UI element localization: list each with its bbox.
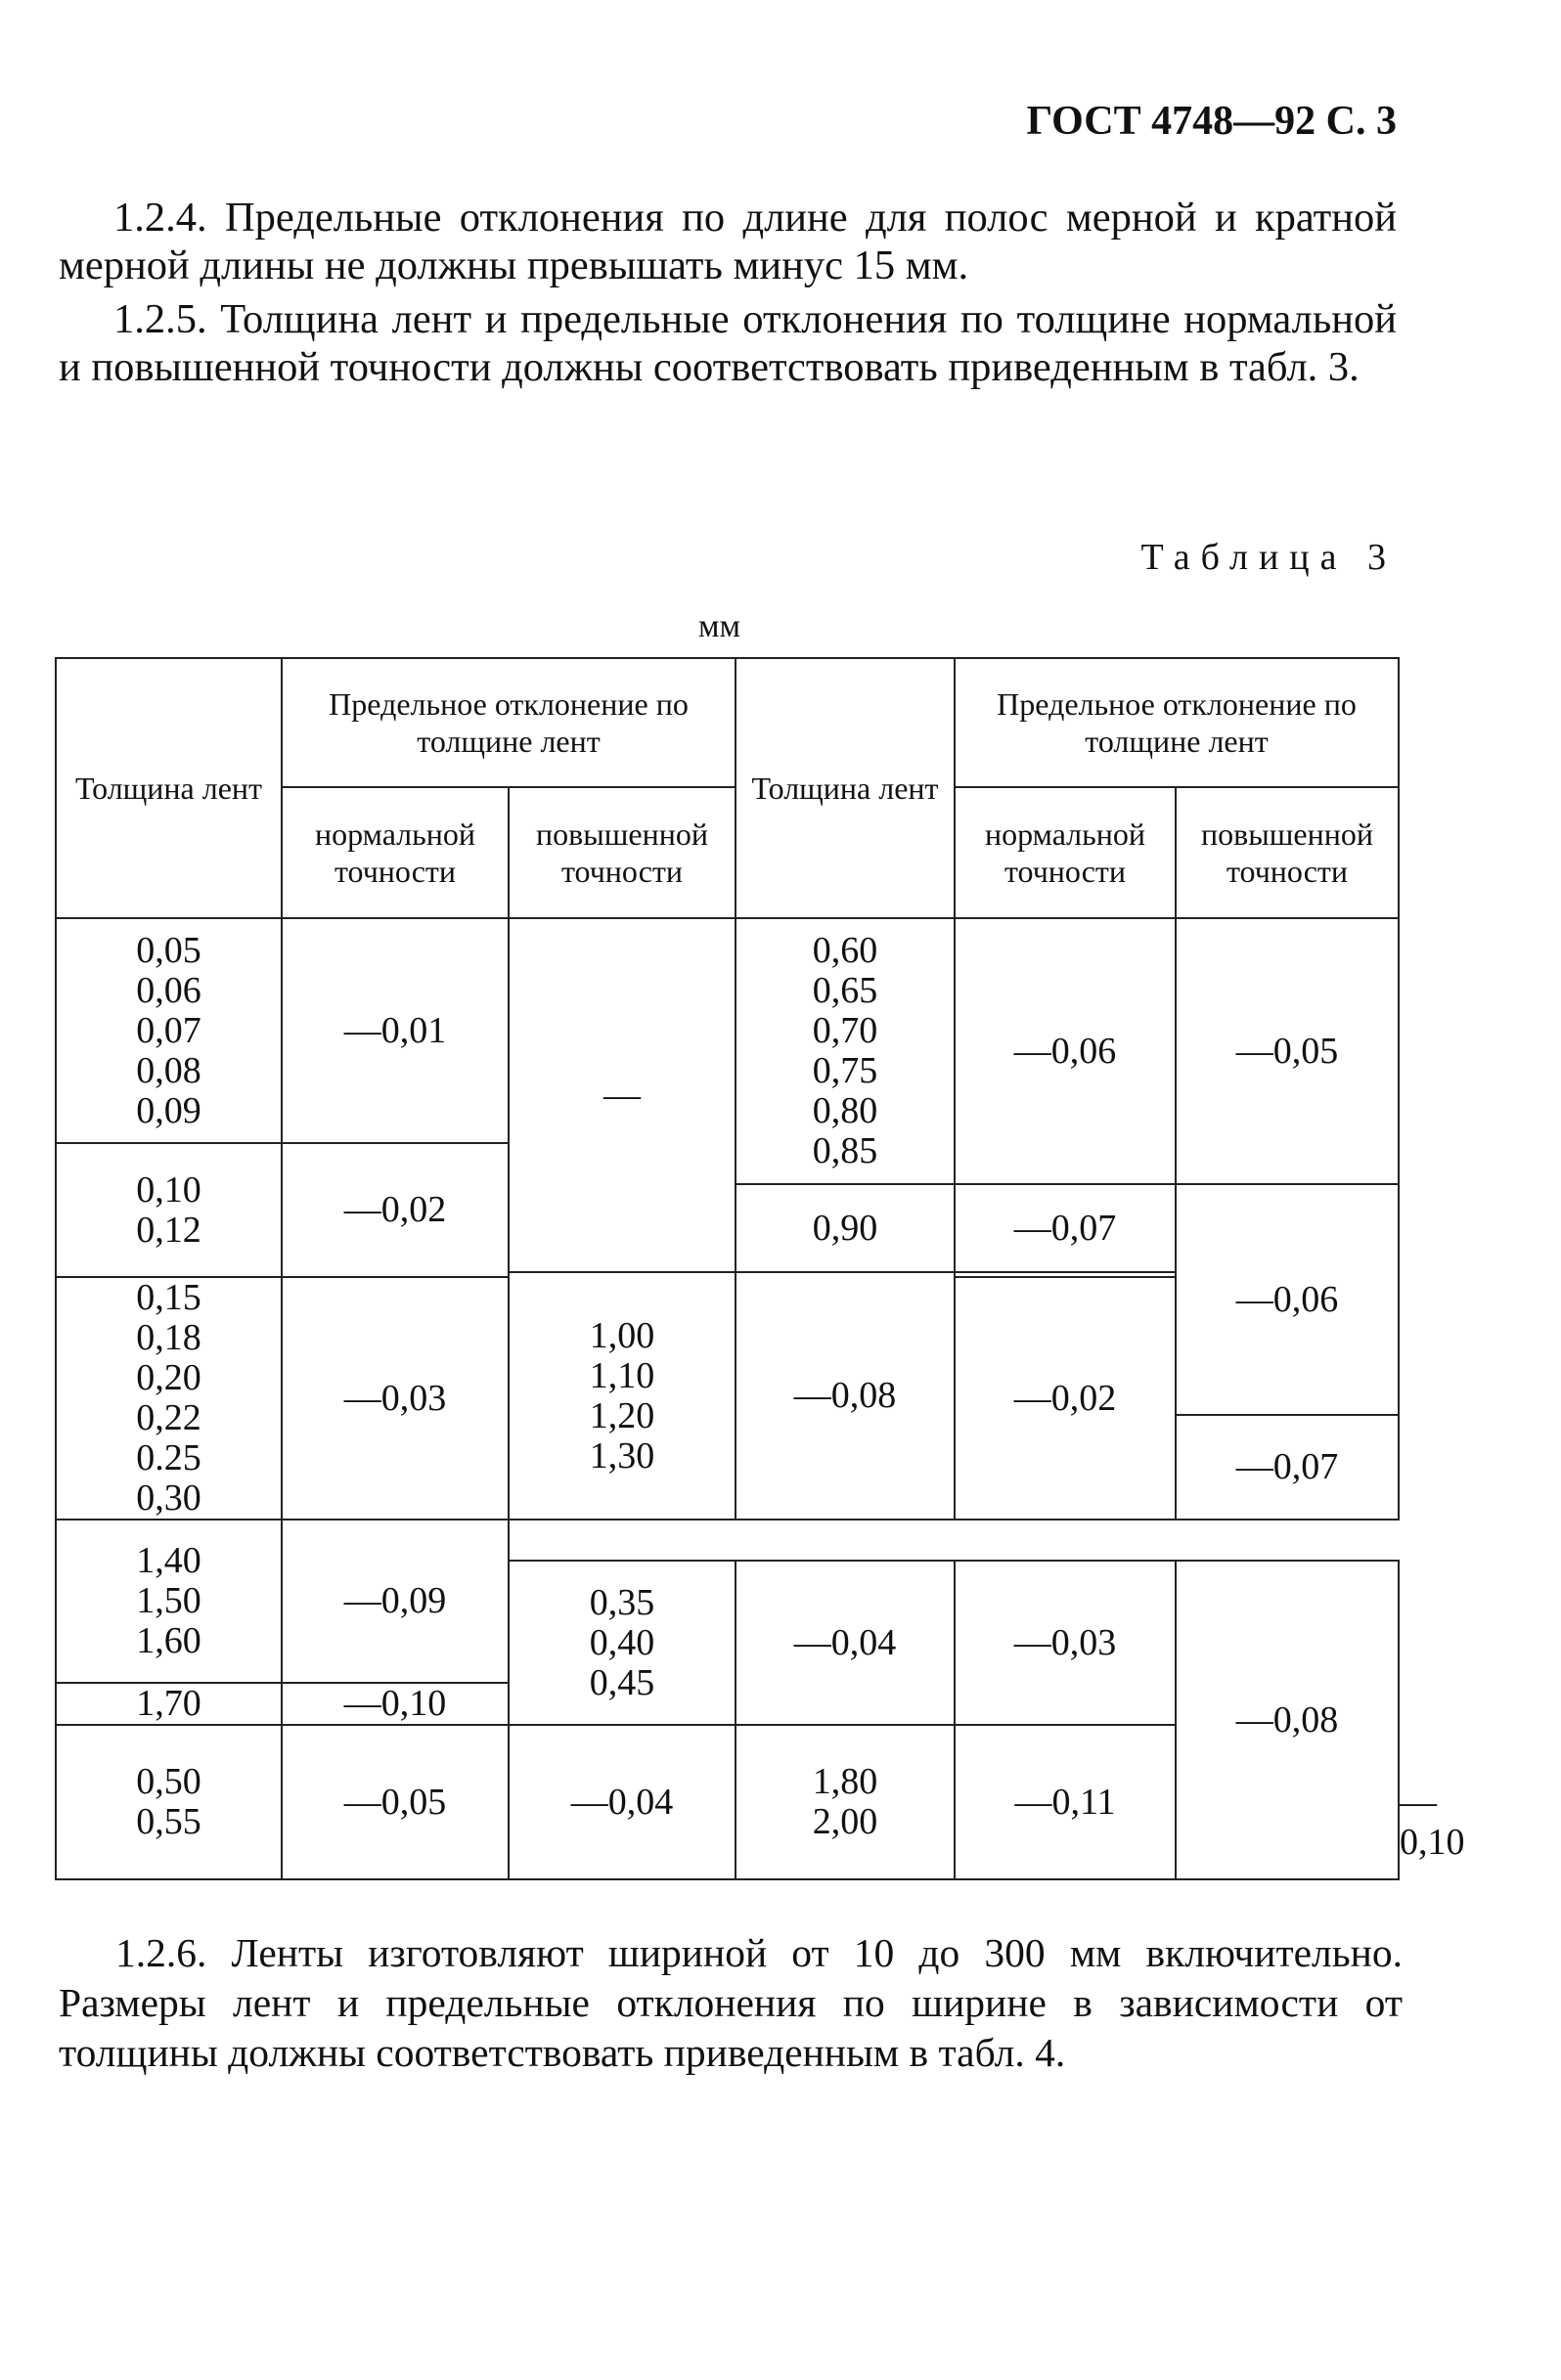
- thickness-cell: 1,80 2,00: [736, 1725, 955, 1879]
- thickness-cell: 1,00 1,10 1,20 1,30: [509, 1272, 736, 1520]
- header-normal: нормальной точности: [282, 787, 509, 918]
- header-normal: нормальной точности: [955, 787, 1176, 918]
- paragraph-1-2-6: [59, 1928, 1403, 2078]
- normal-cell: —0,02: [282, 1143, 509, 1277]
- increased-cell: —0,02: [955, 1277, 1176, 1520]
- paragraph-1-2-4: [59, 194, 1397, 289]
- normal-cell: —0,05: [282, 1725, 509, 1879]
- normal-cell: —0,03: [282, 1277, 509, 1520]
- paragraph-text: 1.2.6. Ленты изготовляют шириной от 10 до 300 мм включительно. Размеры лент и предельные отклонения по ширине в зависимости от толщины должны соответствовать приведенным в табл. 4.: [59, 1930, 1403, 2075]
- table-caption: Таблица 3: [1140, 537, 1397, 578]
- table-3: Толщина лент Предельное отклонение по толщине лент Толщина лент Предельное отклонение по толщине лент нормальной точности повышенной точности нормальной точности повышенной точности 0,05 0,06 0,07 0,08 0,09 —0,01 — 0,60 0,65 0,70 0,75 0,80 0,85 —0,06 —0,05 0,10 0,12 —0,02 0,90 —0,07 —0,06 1,00 1,10 1,20 1,30 —0,08 0,15 0,18 0,20 0,22 0.25 0,30 —0,03 —0,02 —0,07 1,40 1,50 1,60 —0,09 0,35 0,40 0,45 —0,04 —0,03 —0,08 1,70 —0,10 0,50 0,55 —0,05 —0,04 1,80 2,00 —0,11 —0,10: [55, 657, 1400, 1880]
- thickness-cell: 0,05 0,06 0,07 0,08 0,09: [56, 918, 282, 1143]
- header-thickness: Толщина лент: [56, 658, 282, 918]
- header-thickness: Толщина лент: [736, 658, 955, 918]
- normal-cell: —0,10: [282, 1683, 509, 1725]
- increased-cell: —0,04: [509, 1725, 736, 1879]
- thickness-cell: 0,90: [736, 1184, 955, 1272]
- thickness-cell: 1,40 1,50 1,60: [56, 1520, 282, 1683]
- normal-cell: —0,11: [955, 1725, 1176, 1879]
- normal-cell: —0,07: [955, 1184, 1176, 1272]
- thickness-cell: 0,10 0,12: [56, 1143, 282, 1277]
- page-header: ГОСТ 4748—92 С. 3: [1026, 99, 1397, 144]
- normal-cell: —0,06: [955, 918, 1176, 1184]
- increased-cell: —0,08: [1176, 1561, 1399, 1879]
- header-deviation: Предельное отклонение по толщине лент: [282, 658, 736, 787]
- paragraph-1-2-5: [59, 295, 1397, 391]
- thickness-cell: 0,50 0,55: [56, 1725, 282, 1879]
- increased-cell: —0,03: [955, 1561, 1176, 1725]
- paragraph-text: 1.2.4. Предельные отклонения по длине для полос мерной и кратной мерной длины не должны превышать минус 15 мм.: [59, 195, 1397, 288]
- increased-cell: —0,07: [1176, 1415, 1399, 1520]
- header-deviation: Предельное отклонение по толщине лент: [955, 658, 1399, 787]
- increased-cell: —0,06: [1176, 1184, 1399, 1415]
- increased-cell: —: [509, 918, 736, 1272]
- thickness-cell: 1,70: [56, 1683, 282, 1725]
- increased-cell: —0,05: [1176, 918, 1399, 1184]
- normal-cell: —0,08: [736, 1272, 955, 1520]
- header-increased: повышенной точности: [1176, 787, 1399, 918]
- table-unit: мм: [698, 608, 741, 644]
- thickness-cell: 0,15 0,18 0,20 0,22 0.25 0,30: [56, 1277, 282, 1520]
- thickness-cell: 0,60 0,65 0,70 0,75 0,80 0,85: [736, 918, 955, 1184]
- normal-cell: —0,09: [282, 1520, 509, 1683]
- normal-cell: —0,04: [736, 1561, 955, 1725]
- thickness-cell: 0,35 0,40 0,45: [509, 1561, 736, 1725]
- normal-cell: —0,01: [282, 918, 509, 1143]
- paragraph-text: 1.2.5. Толщина лент и предельные отклонения по толщине нормальной и повышенной точности должны соответствовать приведенным в табл. 3.: [59, 296, 1397, 390]
- header-increased: повышенной точности: [509, 787, 736, 918]
